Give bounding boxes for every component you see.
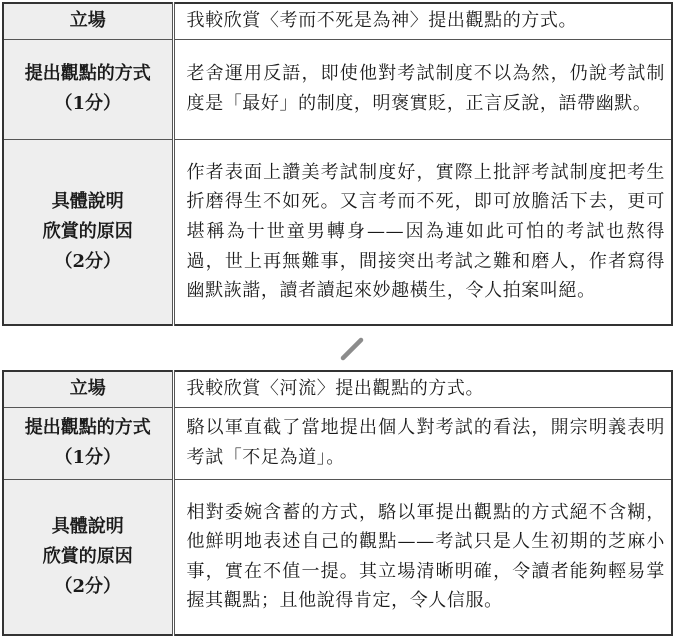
table-row-reason	[3, 479, 672, 635]
row-label-reason	[3, 479, 173, 635]
row-content-method: 駱以軍直截了當地提出個人對考試的看法，開宗明義表明考試「不足為道」。	[173, 407, 672, 479]
row-label-line: 立場	[69, 378, 106, 400]
row-label-line: 提出觀點的方式	[24, 63, 151, 84]
slash-icon	[339, 336, 365, 362]
table-row-reason	[3, 139, 672, 325]
row-label-method	[3, 407, 173, 479]
row-label-line: 提出觀點的方式	[24, 417, 151, 438]
table-row-stance	[3, 371, 672, 407]
row-content-reason: 作者表面上讚美考試制度好，實際上批評考試制度把考生折磨得生不如死。又言考而不死，即可放膽活下去，更可堪稱為十世童男轉身——因為連如此可怕的考試也熬得過，世上再無難事，間接突出考試之難和磨人，作者寫得幽默詼諧，讀者讀起來妙趣橫生，令人拍案叫絕。	[173, 139, 672, 325]
table-row-method	[3, 39, 672, 139]
row-label-reason	[3, 139, 173, 325]
row-label-line: 具體說明	[51, 515, 124, 537]
row-label-line: 具體說明	[51, 190, 124, 212]
table-row-stance	[3, 3, 672, 39]
row-content-stance: 我較欣賞〈河流〉提出觀點的方式。	[173, 371, 672, 407]
row-label-score: （1分）	[54, 447, 122, 468]
row-content-reason: 相對委婉含蓄的方式，駱以軍提出觀點的方式絕不含糊，他鮮明地表述自己的觀點——考試只是人生初期的芝麻小事，實在不值一提。其立場清晰明確，令讀者能夠輕易掌握其觀點；且他說得肯定，令人信服。	[173, 479, 672, 635]
row-label-stance	[3, 371, 173, 407]
row-content-stance: 我較欣賞〈考而不死是為神〉提出觀點的方式。	[173, 3, 672, 39]
row-label-score: （2分）	[54, 575, 122, 597]
table-row-method	[3, 407, 672, 479]
row-label-score: （1分）	[54, 93, 122, 114]
row-label-line: 立場	[69, 10, 106, 32]
answer-table-2	[2, 370, 673, 636]
row-label-score: （2分）	[54, 250, 122, 272]
row-content-method: 老舍運用反語，即使他對考試制度不以為然，仍說考試制度是「最好」的制度，明褒實貶，正言反說，語帶幽默。	[173, 39, 672, 139]
row-label-method	[3, 39, 173, 139]
answer-table-1	[2, 2, 673, 326]
row-label-stance	[3, 3, 173, 39]
row-label-line: 欣賞的原因	[42, 220, 133, 242]
row-label-line: 欣賞的原因	[42, 545, 133, 567]
